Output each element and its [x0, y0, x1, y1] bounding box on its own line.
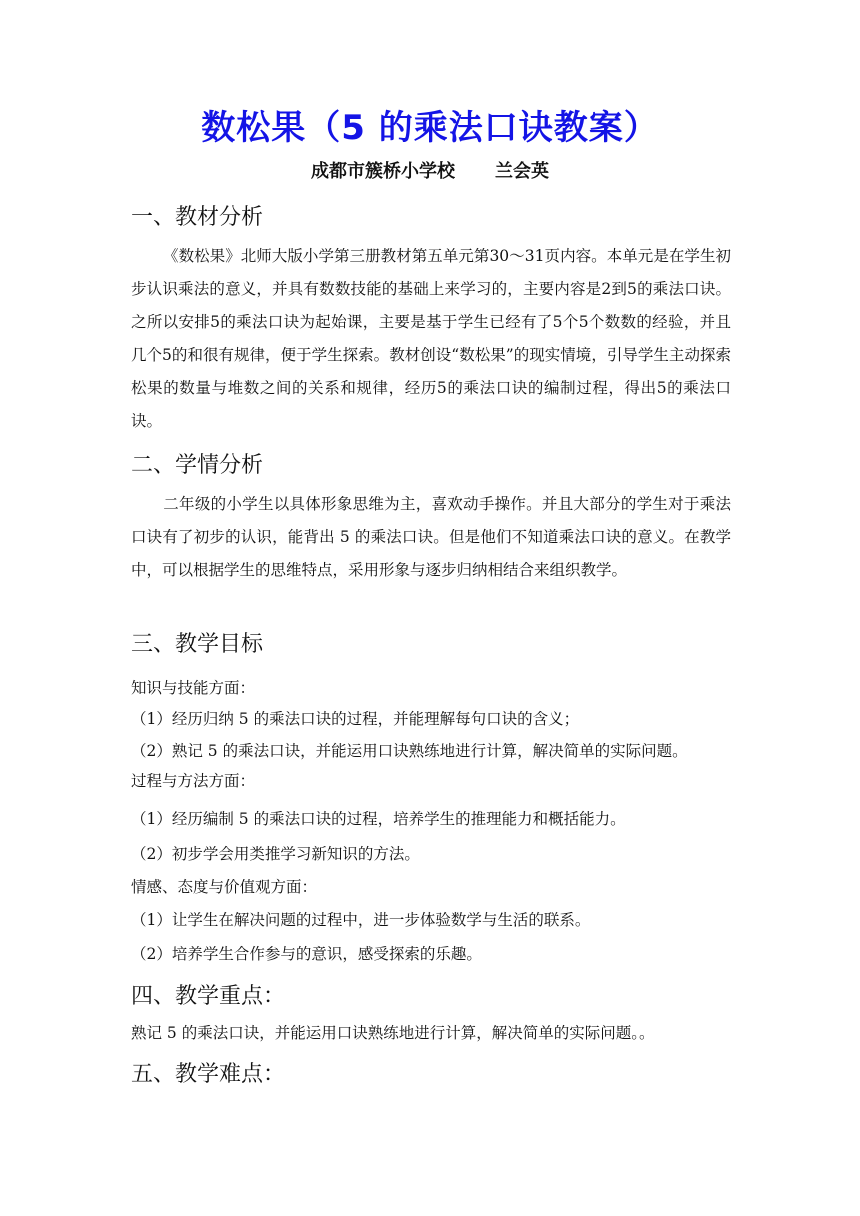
objective-line: 知识与技能方面：: [131, 679, 256, 697]
document-title: 数松果（5 的乘法口诀教案）: [201, 108, 659, 148]
section-heading-1: 一、教材分析: [131, 205, 264, 230]
key-point-line: 熟记 5 的乘法口诀，并能运用口诀熟练地进行计算，解决简单的实际问题。。: [131, 1024, 655, 1042]
section-paragraph-1: [131, 240, 731, 438]
objective-line: （2）培养学生合作参与的意识，感受探索的乐趣。: [131, 945, 482, 963]
author-line: [0, 158, 860, 186]
objective-line: （2）初步学会用类推学习新知识的方法。: [131, 845, 420, 863]
objective-line: （1）经历归纳 5 的乘法口诀的过程，并能理解每句口诀的含义；: [131, 710, 580, 728]
section-heading-5: 五、教学难点：: [131, 1062, 286, 1087]
objective-line: （1）经历编制 5 的乘法口诀的过程，培养学生的推理能力和概括能力。: [131, 810, 626, 828]
author-name: 兰会英: [495, 161, 549, 182]
objective-line: （1）让学生在解决问题的过程中，进一步体验数学与生活的联系。: [131, 911, 591, 929]
objective-line: 情感、态度与价值观方面：: [131, 878, 318, 896]
section-2-text: 二年级的小学生以具体形象思维为主，喜欢动手操作。并且大部分的学生对于乘法口诀有了初步的认识，能背出 5 的乘法口诀。但是他们不知道乘法口诀的意义。在教学中，可以根据学生的思维特点，采用形象与逐步归纳相结合来组织教学。: [131, 495, 731, 579]
section-heading-3: 三、教学目标: [131, 632, 264, 657]
section-1-text: 《数松果》北师大版小学第三册教材第五单元第30～31页内容。本单元是在学生初步认识乘法的意义，并具有数数技能的基础上来学习的，主要内容是2到5的乘法口诀。之所以安排5的乘法口诀为起始课，主要是基于学生已经有了5个5个数数的经验，并且几个5的和很有规律，便于学生探索。教材创设“数松果”的现实情境，引导学生主动探索松果的数量与堆数之间的关系和规律，经历5的乘法口诀的编制过程，得出5的乘法口诀。: [131, 247, 731, 430]
section-paragraph-2: [131, 488, 731, 587]
objective-line: （2）熟记 5 的乘法口诀，并能运用口诀熟练地进行计算，解决简单的实际问题。: [131, 742, 688, 760]
objective-line: 过程与方法方面：: [131, 772, 256, 790]
school-name: 成都市簇桥小学校: [311, 161, 455, 182]
section-heading-4: 四、教学重点：: [131, 984, 286, 1009]
section-heading-2: 二、学情分析: [131, 453, 264, 478]
